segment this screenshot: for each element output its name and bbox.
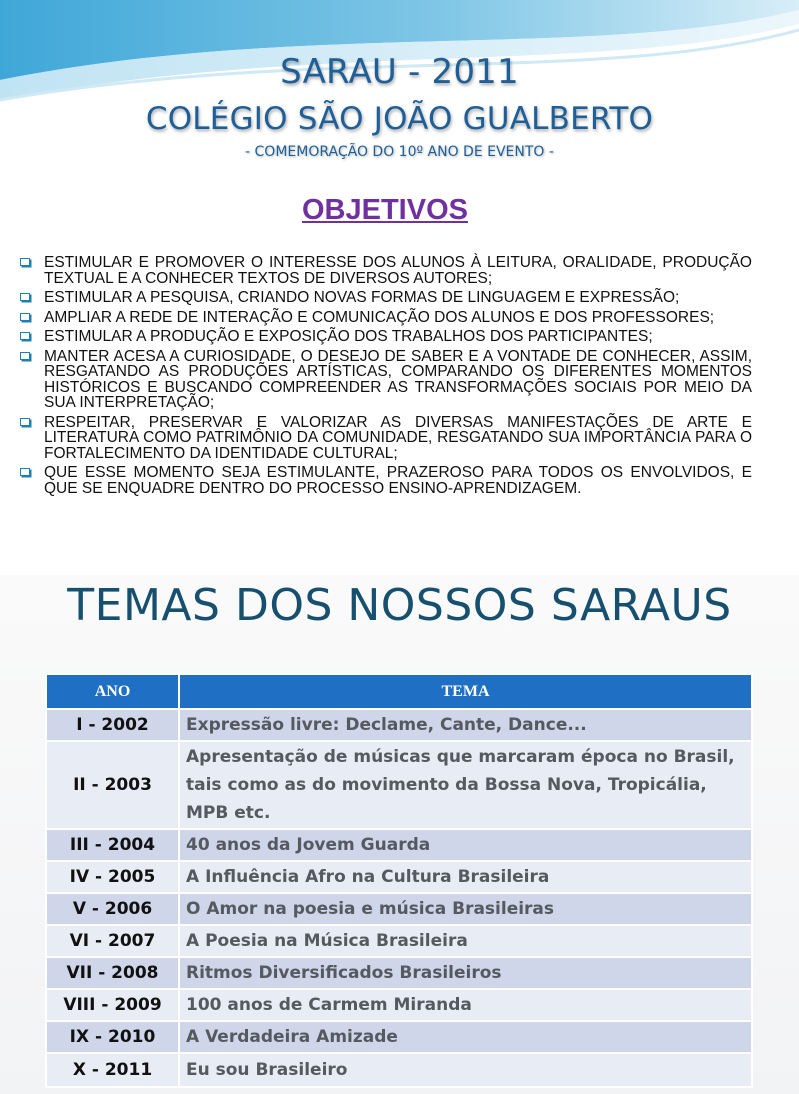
column-header-tema: TEMA	[179, 674, 752, 709]
cell-tema: A Poesia na Música Brasileira	[179, 925, 752, 957]
table-row	[46, 1053, 752, 1087]
cell-ano: VI - 2007	[46, 925, 179, 957]
list-item: ESTIMULAR A PRODUÇÃO E EXPOSIÇÃO DOS TRABALHOS DOS PARTICIPANTES;	[18, 329, 752, 345]
checkbox-bullet-icon	[20, 258, 30, 266]
checkbox-bullet-icon	[20, 293, 30, 301]
objetivos-list	[18, 255, 752, 500]
cell-ano: VIII - 2009	[46, 989, 179, 1021]
cell-ano: X - 2011	[46, 1053, 179, 1087]
table-row	[46, 709, 752, 741]
column-header-ano: ANO	[46, 674, 179, 709]
checkbox-bullet-icon	[20, 468, 30, 476]
list-item: MANTER ACESA A CURIOSIDADE, O DESEJO DE SABER E A VONTADE DE CONHECER, ASSIM, RESGATANDO AS PRODUÇÕES ARTÍSTICAS, COMPARANDO OS DIFERENTES MOMENTOS HISTÓRICOS E BUSCANDO COMPREENDER AS TRANSFORMAÇÕES SOCIAIS POR MEIO DA SUA INTERPRETAÇÃO;	[18, 349, 752, 411]
list-item: ESTIMULAR A PESQUISA, CRIANDO NOVAS FORMAS DE LINGUAGEM E EXPRESSÃO;	[18, 290, 752, 306]
header	[0, 52, 799, 160]
page-title: SARAU - 2011	[280, 52, 519, 92]
list-item: RESPEITAR, PRESERVAR E VALORIZAR AS DIVERSAS MANIFESTAÇÕES DE ARTE E LITERATURA COMO PATRIMÔNIO DA COMUNIDADE, RESGATANDO SUA IMPORTÂNCIA PARA O FORTALECIMENTO DA IDENTIDADE CULTURAL;	[18, 415, 752, 462]
table-header-row	[46, 674, 752, 709]
school-name: COLÉGIO SÃO JOÃO GUALBERTO	[145, 101, 654, 137]
checkbox-bullet-icon	[20, 418, 30, 426]
list-item: ESTIMULAR E PROMOVER O INTERESSE DOS ALUNOS À LEITURA, ORALIDADE, PRODUÇÃO TEXTUAL E A CONHECER TEXTOS DE DIVERSOS AUTORES;	[18, 255, 752, 286]
cell-ano: IV - 2005	[46, 861, 179, 893]
cell-tema: O Amor na poesia e música Brasileiras	[179, 893, 752, 925]
table-row	[46, 829, 752, 861]
temas-heading: TEMAS DOS NOSSOS SARAUS	[67, 580, 732, 631]
table-row	[46, 925, 752, 957]
objetivos-heading: OBJETIVOS	[302, 194, 468, 226]
temas-table	[45, 673, 753, 1088]
cell-tema: Ritmos Diversificados Brasileiros	[179, 957, 752, 989]
table-row	[46, 861, 752, 893]
table-row	[46, 893, 752, 925]
cell-tema: 40 anos da Jovem Guarda	[179, 829, 752, 861]
table-row	[46, 989, 752, 1021]
cell-tema: Eu sou Brasileiro	[179, 1053, 752, 1087]
checkbox-bullet-icon	[20, 352, 30, 360]
table-row	[46, 741, 752, 829]
cell-ano: V - 2006	[46, 893, 179, 925]
checkbox-bullet-icon	[20, 332, 30, 340]
cell-ano: III - 2004	[46, 829, 179, 861]
cell-tema: A Influência Afro na Cultura Brasileira	[179, 861, 752, 893]
cell-ano: VII - 2008	[46, 957, 179, 989]
checkbox-bullet-icon	[20, 313, 30, 321]
cell-tema: Apresentação de músicas que marcaram época no Brasil, tais como as do movimento da Bossa Nova, Tropicália, MPB etc.	[179, 741, 752, 829]
table-row	[46, 1021, 752, 1053]
cell-tema: 100 anos de Carmem Miranda	[179, 989, 752, 1021]
list-item: QUE ESSE MOMENTO SEJA ESTIMULANTE, PRAZEROSO PARA TODOS OS ENVOLVIDOS, E QUE SE ENQUADRE DENTRO DO PROCESSO ENSINO-APRENDIZAGEM.	[18, 465, 752, 496]
cell-tema: Expressão livre: Declame, Cante, Dance...	[179, 709, 752, 741]
cell-ano: IX - 2010	[46, 1021, 179, 1053]
subtitle: - COMEMORAÇÃO DO 10º ANO DE EVENTO -	[245, 144, 554, 160]
cell-tema: A Verdadeira Amizade	[179, 1021, 752, 1053]
cell-ano: I - 2002	[46, 709, 179, 741]
table-row	[46, 957, 752, 989]
cell-ano: II - 2003	[46, 741, 179, 829]
list-item: AMPLIAR A REDE DE INTERAÇÃO E COMUNICAÇÃO DOS ALUNOS E DOS PROFESSORES;	[18, 310, 752, 326]
